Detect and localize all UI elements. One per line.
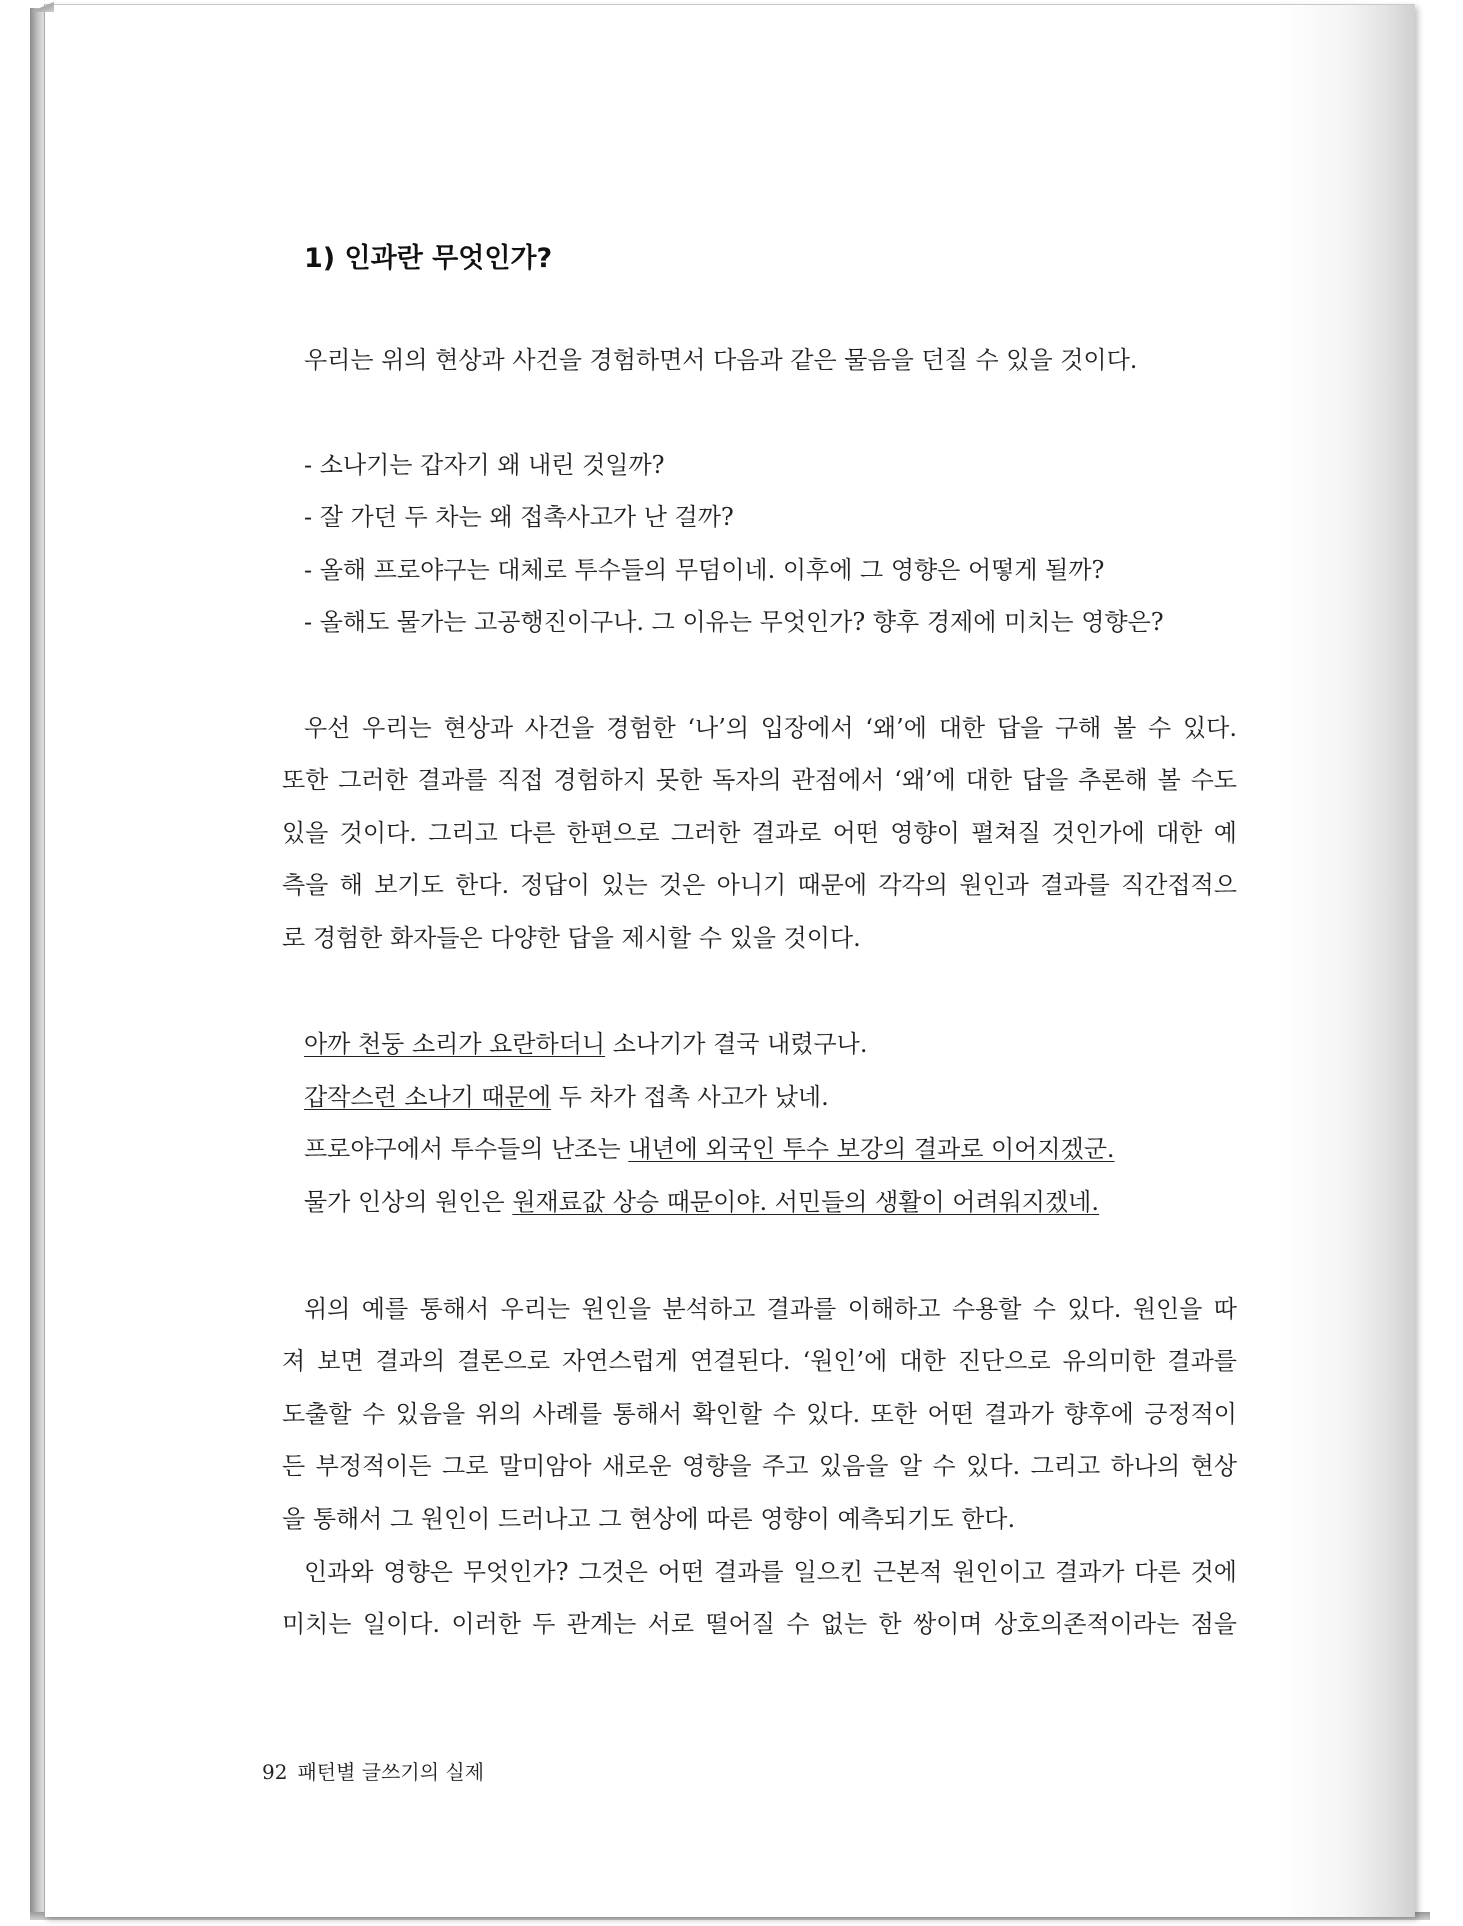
- question-item: - 올해도 물가는 고공행진이구나. 그 이유는 무엇인가? 향후 경제에 미치는 영향은?: [304, 608, 1164, 636]
- example-sentence: [304, 1134, 1115, 1164]
- book-title: 패턴별 글쓰기의 실제: [297, 1760, 485, 1784]
- question-item: - 올해 프로야구는 대체로 투수들의 무덤이네. 이후에 그 영향은 어떻게 될까?: [304, 556, 1105, 584]
- paragraph-line: 로 경험한 화자들은 다양한 답을 제시할 수 있을 것이다.: [282, 924, 861, 952]
- example-sentence: [304, 1187, 1099, 1217]
- paragraph-line: 우선 우리는 현상과 사건을 경험한 ‘나’의 입장에서 ‘왜’에 대한 답을 구해 볼 수 있다.: [304, 714, 1237, 742]
- underlined-cause: 갑작스런 소나기 때문에: [304, 1083, 552, 1111]
- paragraph-line: 을 통해서 그 원인이 드러나고 그 현상에 따른 영향이 예측되기도 한다.: [282, 1505, 1016, 1533]
- example-sentence: [304, 1082, 829, 1112]
- paragraph-line: 도출할 수 있음을 위의 사례를 통해서 확인할 수 있다. 또한 어떤 결과가 향후에 긍정적이: [282, 1400, 1237, 1428]
- section-heading: 1) 인과란 무엇인가?: [304, 243, 553, 274]
- question-item: - 잘 가던 두 차는 왜 접촉사고가 난 걸까?: [304, 503, 734, 531]
- example-sentence: [304, 1029, 867, 1059]
- paragraph-line: 인과와 영향은 무엇인가? 그것은 어떤 결과를 일으킨 근본적 원인이고 결과가 다른 것에: [304, 1558, 1237, 1586]
- paragraph-line: 든 부정적이든 그로 말미암아 새로운 영향을 주고 있음을 알 수 있다. 그리고 하나의 현상: [282, 1452, 1237, 1480]
- underlined-effect: 원재료값 상승 때문이야. 서민들의 생활이 어려워지겠네.: [512, 1188, 1099, 1216]
- example-text: 소나기가 결국 내렸구나.: [605, 1030, 868, 1058]
- paragraph-line: 위의 예를 통해서 우리는 원인을 분석하고 결과를 이해하고 수용할 수 있다. 원인을 따: [304, 1295, 1237, 1323]
- page-footer: [262, 1756, 484, 1785]
- paragraph-line: 또한 그러한 결과를 직접 경험하지 못한 독자의 관점에서 ‘왜’에 대한 답을 추론해 볼 수도: [282, 766, 1237, 794]
- paragraph-line: 져 보면 결과의 결론으로 자연스럽게 연결된다. ‘원인’에 대한 진단으로 유의미한 결과를: [282, 1347, 1237, 1375]
- example-text: 두 차가 접촉 사고가 났네.: [551, 1083, 829, 1111]
- paragraph-line: 미치는 일이다. 이러한 두 관계는 서로 떨어질 수 없는 한 쌍이며 상호의존적이라는 점을: [282, 1610, 1237, 1638]
- page-number: 92: [262, 1760, 288, 1784]
- paragraph-line: 측을 해 보기도 한다. 정답이 있는 것은 아니기 때문에 각각의 원인과 결과를 직간접적으: [282, 871, 1237, 899]
- example-text: 물가 인상의 원인은: [304, 1188, 513, 1216]
- underlined-cause: 아까 천둥 소리가 요란하더니: [304, 1030, 606, 1058]
- example-text: 프로야구에서 투수들의 난조는: [304, 1135, 629, 1163]
- intro-paragraph: 우리는 위의 현상과 사건을 경험하면서 다음과 같은 물음을 던질 수 있을 것이다.: [304, 346, 1138, 374]
- question-item: - 소나기는 갑자기 왜 내린 것일까?: [304, 451, 665, 479]
- underlined-effect: 내년에 외국인 투수 보강의 결과로 이어지겠군.: [628, 1135, 1115, 1163]
- paragraph-line: 있을 것이다. 그리고 다른 한편으로 그러한 결과로 어떤 영향이 펼쳐질 것인가에 대한 예: [282, 819, 1237, 847]
